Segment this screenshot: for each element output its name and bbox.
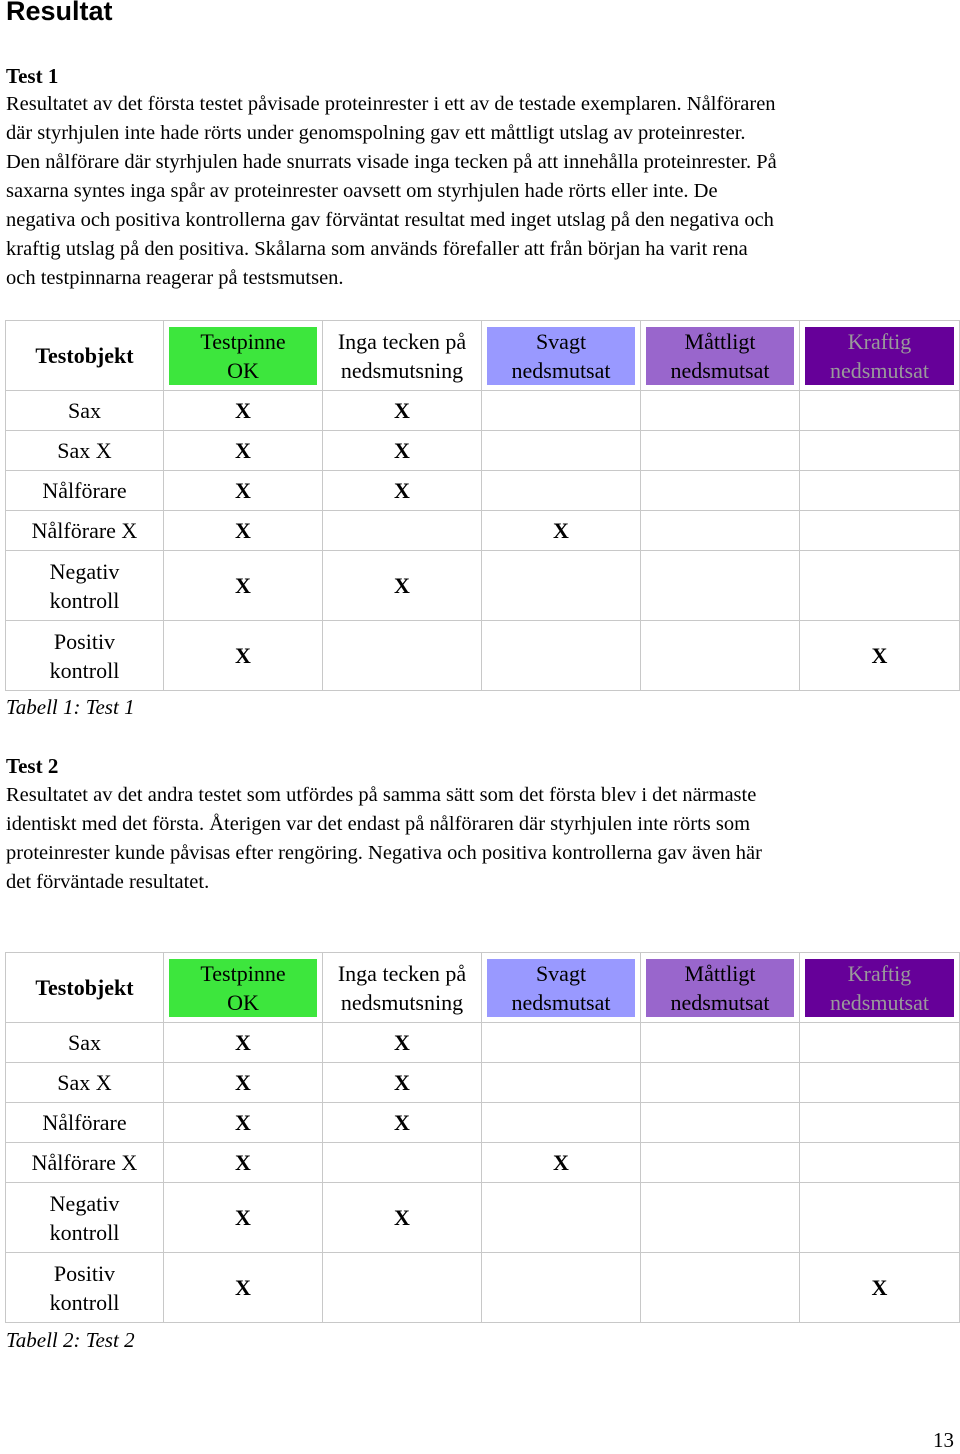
header-label-line: Testpinne	[200, 328, 286, 354]
mark-cell	[641, 1063, 800, 1103]
header-label-line: nedsmutsat	[670, 989, 770, 1015]
mark-cell	[482, 621, 641, 691]
table-header-row	[6, 321, 960, 391]
mark-cell	[800, 551, 960, 621]
table-row	[6, 431, 960, 471]
mark-cell: X	[800, 1253, 960, 1323]
row-object-line: Nålförare	[42, 1110, 127, 1135]
mark-cell	[641, 431, 800, 471]
header-moderate	[641, 953, 800, 1023]
row-object-line: Sax X	[57, 1070, 112, 1095]
row-object-cell	[6, 551, 164, 621]
row-object-cell	[6, 471, 164, 511]
header-label	[512, 959, 611, 1017]
header-label-line: nedsmutsat	[830, 989, 929, 1015]
row-object-line: Negativ	[49, 1190, 120, 1216]
mark-cell	[323, 1143, 482, 1183]
mark-cell	[641, 1253, 800, 1323]
table-header-row	[6, 953, 960, 1023]
table-row	[6, 1023, 960, 1063]
header-chip	[805, 327, 954, 385]
mark-cell	[800, 471, 960, 511]
paragraph-line: Resultatet av det första testet påvisade proteinrester i ett av de testade exemplaren. Nålföraren	[6, 93, 776, 115]
row-object-cell	[6, 391, 164, 431]
header-testobjekt: Testobjekt	[6, 321, 164, 391]
row-object-line: Nålförare X	[31, 518, 138, 543]
mark-cell	[800, 1143, 960, 1183]
mark-cell	[641, 1143, 800, 1183]
header-label-line: Inga tecken på	[337, 328, 467, 354]
table-caption: Tabell 2: Test 2	[6, 1328, 135, 1352]
header-label	[512, 327, 611, 385]
mark-cell	[482, 551, 641, 621]
row-object-cell	[6, 1183, 164, 1253]
header-label-line: nedsmutsning	[340, 357, 464, 383]
mark-cell	[323, 1253, 482, 1323]
paragraph-line: kraftig utslag på den positiva. Skålarna som används förefaller att från början ha varit rena	[6, 238, 748, 260]
table-row	[6, 1183, 960, 1253]
mark-cell: X	[800, 621, 960, 691]
row-object-line: Sax	[68, 398, 101, 423]
header-label-line: nedsmutsat	[511, 357, 611, 383]
header-testobjekt: Testobjekt	[6, 953, 164, 1023]
header-strong	[800, 953, 960, 1023]
mark-cell	[800, 511, 960, 551]
header-label-line: nedsmutsat	[670, 357, 770, 383]
header-label-line: Måttligt	[684, 328, 756, 354]
paragraph-line: identiskt med det första. Återigen var det endast på nålföraren där styrhjulen inte rörts som	[6, 813, 751, 835]
mark-cell: X	[164, 1253, 323, 1323]
test2-paragraph	[6, 781, 956, 897]
header-chip	[646, 327, 794, 385]
header-chip	[646, 959, 794, 1017]
mark-cell: X	[323, 551, 482, 621]
table-row	[6, 471, 960, 511]
mark-cell	[482, 1253, 641, 1323]
header-label-line: Måttligt	[684, 960, 756, 986]
header-chip	[328, 959, 476, 1017]
table-row	[6, 551, 960, 621]
mark-cell	[641, 1023, 800, 1063]
row-object-line: kontroll	[49, 657, 120, 683]
mark-cell: X	[164, 391, 323, 431]
mark-cell: X	[482, 1143, 641, 1183]
table-row	[6, 621, 960, 691]
paragraph-line: negativa och positiva kontrollerna gav förväntat resultat med inget utslag på den negativa och	[6, 209, 774, 231]
header-label	[830, 959, 929, 1017]
table-row	[6, 1253, 960, 1323]
header-label-line: nedsmutsning	[340, 989, 464, 1015]
mark-cell: X	[164, 1103, 323, 1143]
header-label-line: Svagt	[535, 960, 587, 986]
table-row	[6, 1063, 960, 1103]
paragraph-line: Den nålförare där styrhjulen hade snurrats visade inga tecken på att innehålla proteinrester. På	[6, 151, 777, 173]
header-none	[323, 321, 482, 391]
mark-cell	[482, 391, 641, 431]
mark-cell	[800, 1183, 960, 1253]
mark-cell	[641, 391, 800, 431]
mark-cell: X	[323, 1023, 482, 1063]
header-label-line: Svagt	[535, 328, 587, 354]
row-object-line: Positiv	[53, 628, 116, 654]
row-object-line: Nålförare X	[31, 1150, 138, 1175]
mark-cell: X	[164, 551, 323, 621]
header-chip	[169, 327, 317, 385]
paragraph-line: proteinrester kunde påvisas efter rengöring. Negativa och positiva kontrollerna gav även här	[6, 842, 762, 864]
mark-cell	[323, 511, 482, 551]
row-object-cell	[6, 1103, 164, 1143]
mark-cell: X	[482, 511, 641, 551]
header-ok	[164, 321, 323, 391]
mark-cell	[800, 1103, 960, 1143]
header-label-line: Testpinne	[200, 960, 286, 986]
header-label-line: nedsmutsat	[830, 357, 929, 383]
row-object-cell	[6, 1253, 164, 1323]
row-object-cell	[6, 431, 164, 471]
mark-cell	[482, 1103, 641, 1143]
header-chip	[805, 959, 954, 1017]
row-object-line: Sax	[68, 1030, 101, 1055]
header-chip	[487, 327, 635, 385]
mark-cell	[641, 621, 800, 691]
header-strong	[800, 321, 960, 391]
mark-cell: X	[164, 511, 323, 551]
header-chip	[328, 327, 476, 385]
section-heading: Resultat	[6, 0, 113, 26]
mark-cell	[482, 431, 641, 471]
mark-cell	[641, 551, 800, 621]
row-object-line: Sax X	[57, 438, 112, 463]
header-label-line: OK	[227, 989, 259, 1015]
row-object-cell	[6, 1143, 164, 1183]
paragraph-line: det förväntade resultatet.	[6, 871, 210, 893]
header-label-line: Kraftig	[847, 960, 912, 986]
mark-cell: X	[164, 1023, 323, 1063]
row-object-cell	[6, 511, 164, 551]
table-row	[6, 1143, 960, 1183]
header-label-line: Inga tecken på	[337, 960, 467, 986]
mark-cell	[482, 1063, 641, 1103]
row-object-cell	[6, 621, 164, 691]
header-label	[338, 959, 466, 1017]
header-label-line: Kraftig	[847, 328, 912, 354]
table-caption: Tabell 1: Test 1	[6, 695, 135, 719]
mark-cell: X	[323, 1103, 482, 1143]
row-object-line: Nålförare	[42, 478, 127, 503]
header-none	[323, 953, 482, 1023]
paragraph-line: där styrhjulen inte hade rörts under genomspolning gav ett måttligt utslag av proteinrester.	[6, 122, 746, 144]
paragraph-line: och testpinnarna reagerar på testsmutsen.	[6, 267, 344, 289]
mark-cell	[482, 471, 641, 511]
row-object-line: kontroll	[49, 1219, 120, 1245]
mark-cell: X	[164, 471, 323, 511]
mark-cell	[641, 1103, 800, 1143]
mark-cell	[800, 1063, 960, 1103]
paragraph-line: saxarna syntes inga spår av proteinrester oavsett om styrhjulen hade rörts eller inte. De	[6, 180, 718, 202]
header-label	[671, 327, 770, 385]
mark-cell: X	[164, 1143, 323, 1183]
mark-cell	[800, 1023, 960, 1063]
mark-cell: X	[164, 431, 323, 471]
header-weak	[482, 953, 641, 1023]
table-row	[6, 391, 960, 431]
header-label	[830, 327, 929, 385]
row-object-cell	[6, 1063, 164, 1103]
mark-cell: X	[323, 1063, 482, 1103]
row-object-line: kontroll	[49, 587, 120, 613]
results-table-2	[5, 952, 960, 1323]
header-chip	[487, 959, 635, 1017]
header-ok	[164, 953, 323, 1023]
header-label	[671, 959, 770, 1017]
header-moderate	[641, 321, 800, 391]
header-label	[200, 959, 285, 1017]
mark-cell	[482, 1183, 641, 1253]
mark-cell	[641, 511, 800, 551]
test1-paragraph	[6, 90, 956, 293]
row-object-cell	[6, 1023, 164, 1063]
header-label	[200, 327, 285, 385]
row-object-line: kontroll	[49, 1289, 120, 1315]
results-table-1	[5, 320, 960, 691]
mark-cell	[482, 1023, 641, 1063]
header-weak	[482, 321, 641, 391]
mark-cell: X	[323, 431, 482, 471]
mark-cell: X	[164, 1183, 323, 1253]
mark-cell: X	[323, 1183, 482, 1253]
paragraph-line: Resultatet av det andra testet som utfördes på samma sätt som det första blev i det närmaste	[6, 784, 757, 806]
mark-cell	[641, 1183, 800, 1253]
row-object-line: Negativ	[49, 558, 120, 584]
header-label-line: nedsmutsat	[511, 989, 611, 1015]
header-label	[338, 327, 466, 385]
table-row	[6, 1103, 960, 1143]
mark-cell	[641, 471, 800, 511]
mark-cell: X	[164, 621, 323, 691]
mark-cell: X	[164, 1063, 323, 1103]
mark-cell	[800, 431, 960, 471]
mark-cell: X	[323, 391, 482, 431]
mark-cell	[800, 391, 960, 431]
table-row	[6, 511, 960, 551]
row-object-line: Positiv	[53, 1260, 116, 1286]
test2-title: Test 2	[6, 754, 59, 778]
mark-cell	[323, 621, 482, 691]
page-number: 13	[933, 1428, 954, 1452]
mark-cell: X	[323, 471, 482, 511]
header-label-line: OK	[227, 357, 259, 383]
test1-title: Test 1	[6, 64, 59, 88]
header-chip	[169, 959, 317, 1017]
